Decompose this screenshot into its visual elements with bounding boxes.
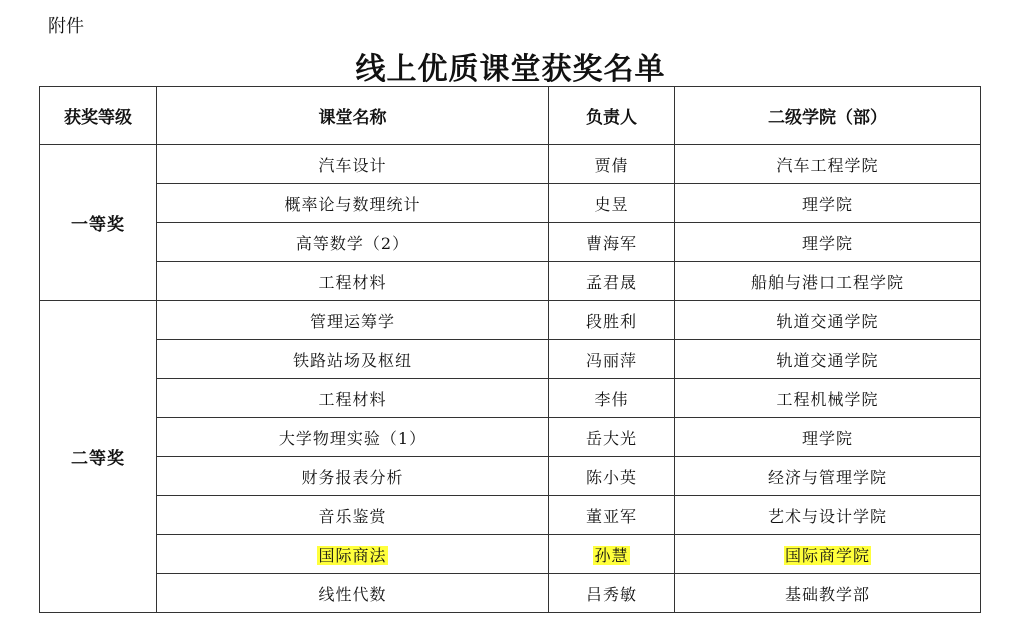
course-cell: 工程材料 bbox=[157, 262, 549, 301]
lead-cell: 冯丽萍 bbox=[549, 340, 675, 379]
college-cell: 基础教学部 bbox=[675, 574, 981, 613]
table-row bbox=[40, 223, 981, 262]
college-cell: 轨道交通学院 bbox=[675, 301, 981, 340]
award-level-first: 一等奖 bbox=[40, 145, 157, 301]
table-row bbox=[40, 457, 981, 496]
highlighted-course: 国际商法 bbox=[318, 545, 387, 565]
lead-cell: 岳大光 bbox=[549, 418, 675, 457]
college-cell: 汽车工程学院 bbox=[675, 145, 981, 184]
highlighted-college: 国际商学院 bbox=[784, 545, 870, 565]
table-row bbox=[40, 379, 981, 418]
course-cell: 财务报表分析 bbox=[157, 457, 549, 496]
lead-cell: 孟君晟 bbox=[549, 262, 675, 301]
header-level: 获奖等级 bbox=[40, 87, 157, 145]
table-row bbox=[40, 184, 981, 223]
course-cell: 线性代数 bbox=[157, 574, 549, 613]
table-row bbox=[40, 301, 981, 340]
course-cell: 概率论与数理统计 bbox=[157, 184, 549, 223]
table-row bbox=[40, 418, 981, 457]
college-cell: 轨道交通学院 bbox=[675, 340, 981, 379]
highlighted-lead: 孙慧 bbox=[594, 545, 629, 565]
lead-cell: 吕秀敏 bbox=[549, 574, 675, 613]
lead-cell: 董亚军 bbox=[549, 496, 675, 535]
table-row-highlighted bbox=[40, 535, 981, 574]
course-cell bbox=[157, 535, 549, 574]
course-cell: 工程材料 bbox=[157, 379, 549, 418]
table-row bbox=[40, 496, 981, 535]
attachment-label: 附件 bbox=[48, 16, 84, 37]
college-cell: 艺术与设计学院 bbox=[675, 496, 981, 535]
college-cell: 经济与管理学院 bbox=[675, 457, 981, 496]
lead-cell: 贾倩 bbox=[549, 145, 675, 184]
course-cell: 管理运筹学 bbox=[157, 301, 549, 340]
table-row bbox=[40, 574, 981, 613]
college-cell: 船舶与港口工程学院 bbox=[675, 262, 981, 301]
header-course: 课堂名称 bbox=[157, 87, 549, 145]
table-row bbox=[40, 340, 981, 379]
college-cell: 工程机械学院 bbox=[675, 379, 981, 418]
lead-cell: 段胜利 bbox=[549, 301, 675, 340]
table-row bbox=[40, 262, 981, 301]
lead-cell: 李伟 bbox=[549, 379, 675, 418]
header-row bbox=[40, 87, 981, 145]
college-cell: 理学院 bbox=[675, 184, 981, 223]
lead-cell bbox=[549, 535, 675, 574]
awards-table bbox=[39, 86, 981, 613]
lead-cell: 曹海军 bbox=[549, 223, 675, 262]
header-college: 二级学院（部） bbox=[675, 87, 981, 145]
college-cell: 理学院 bbox=[675, 418, 981, 457]
award-level-second: 二等奖 bbox=[40, 301, 157, 613]
college-cell bbox=[675, 535, 981, 574]
table-row bbox=[40, 145, 981, 184]
course-cell: 高等数学（2） bbox=[157, 223, 549, 262]
document-title: 线上优质课堂获奖名单 bbox=[355, 52, 666, 87]
college-cell: 理学院 bbox=[675, 223, 981, 262]
course-cell: 汽车设计 bbox=[157, 145, 549, 184]
lead-cell: 陈小英 bbox=[549, 457, 675, 496]
header-lead: 负责人 bbox=[549, 87, 675, 145]
course-cell: 大学物理实验（1） bbox=[157, 418, 549, 457]
course-cell: 铁路站场及枢纽 bbox=[157, 340, 549, 379]
lead-cell: 史昱 bbox=[549, 184, 675, 223]
course-cell: 音乐鉴赏 bbox=[157, 496, 549, 535]
